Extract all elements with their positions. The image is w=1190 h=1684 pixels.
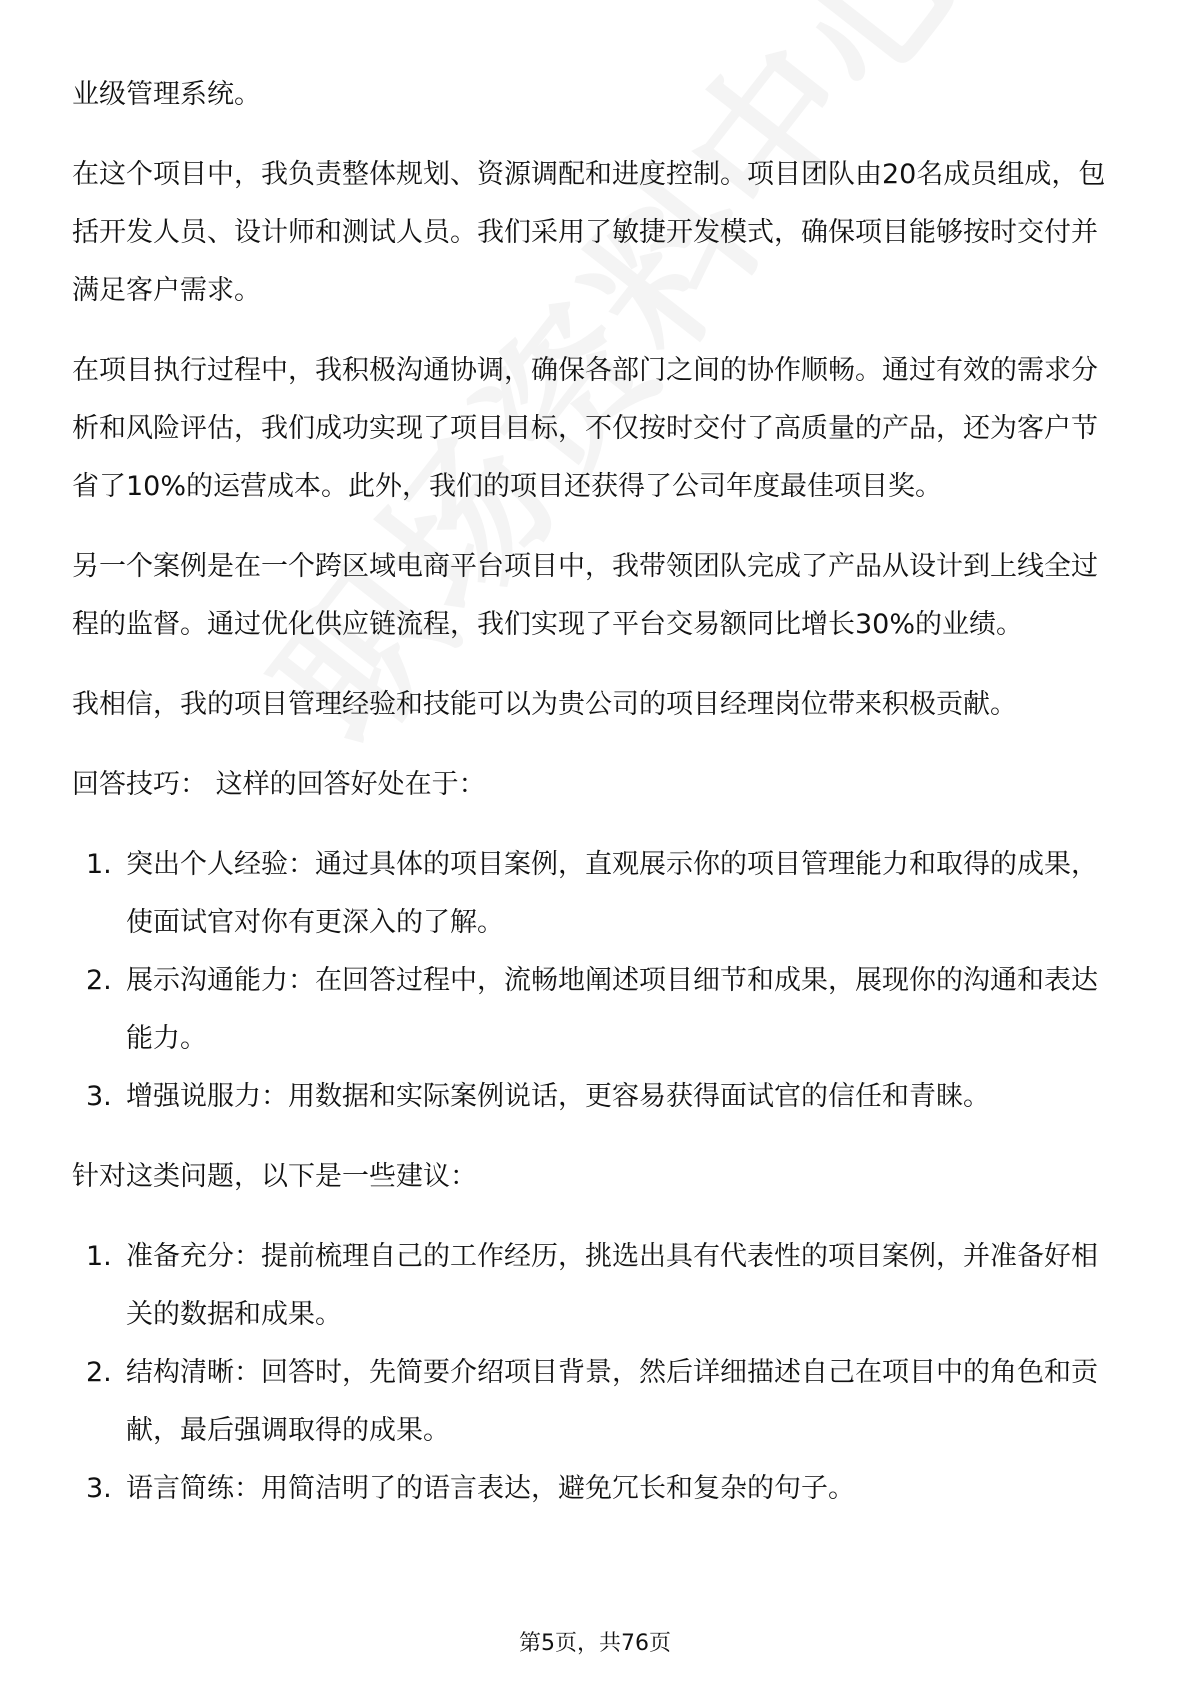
paragraph: 我相信，我的项目管理经验和技能可以为贵公司的项目经理岗位带来积极贡献。	[72, 689, 1017, 720]
suggestions-heading: 针对这类问题，以下是一些建议：	[72, 1161, 477, 1192]
page-footer: 第5页，共76页	[519, 1631, 671, 1656]
list-item	[72, 1228, 1122, 1344]
list-item	[72, 836, 1122, 952]
list-number: 2.	[86, 1357, 112, 1388]
list-item	[72, 1460, 1122, 1518]
list-item	[72, 1068, 1122, 1126]
answer-tips-heading: 回答技巧： 这样的回答好处在于：	[72, 769, 486, 800]
list-item	[72, 952, 1122, 1068]
list-item-text: 增强说服力：用数据和实际案例说话，更容易获得面试官的信任和青睐。	[126, 1081, 990, 1112]
paragraph: 业级管理系统。	[72, 79, 261, 110]
list-item-text: 结构清晰：回答时，先简要介绍项目背景，然后详细描述自己在项目中的角色和贡献，最后强调取得的成果。	[126, 1357, 1098, 1446]
list-item-text: 语言简练：用简洁明了的语言表达，避免冗长和复杂的句子。	[126, 1473, 855, 1504]
list-item-text: 突出个人经验：通过具体的项目案例，直观展示你的项目管理能力和取得的成果，使面试官对你有更深入的了解。	[126, 849, 1098, 938]
list-number: 2.	[86, 965, 112, 996]
list-item-text: 准备充分：提前梳理自己的工作经历，挑选出具有代表性的项目案例，并准备好相关的数据和成果。	[126, 1241, 1098, 1330]
answer-tips-list	[72, 836, 1122, 1126]
list-number: 1.	[86, 849, 112, 880]
suggestions-list	[72, 1228, 1122, 1518]
paragraph: 在这个项目中，我负责整体规划、资源调配和进度控制。项目团队由20名成员组成，包括开发人员、设计师和测试人员。我们采用了敏捷开发模式，确保项目能够按时交付并满足客户需求。	[72, 159, 1106, 306]
list-number: 3.	[86, 1081, 112, 1112]
list-number: 1.	[86, 1241, 112, 1272]
document-body	[72, 66, 1122, 1540]
list-item-text: 展示沟通能力：在回答过程中，流畅地阐述项目细节和成果，展现你的沟通和表达能力。	[126, 965, 1098, 1054]
list-number: 3.	[86, 1473, 112, 1504]
list-item	[72, 1344, 1122, 1460]
paragraph: 在项目执行过程中，我积极沟通协调，确保各部门之间的协作顺畅。通过有效的需求分析和风险评估，我们成功实现了项目目标，不仅按时交付了高质量的产品，还为客户节省了10%的运营成本。此外，我们的项目还获得了公司年度最佳项目奖。	[72, 355, 1098, 502]
paragraph: 另一个案例是在一个跨区域电商平台项目中，我带领团队完成了产品从设计到上线全过程的监督。通过优化供应链流程，我们实现了平台交易额同比增长30%的业绩。	[72, 551, 1098, 640]
